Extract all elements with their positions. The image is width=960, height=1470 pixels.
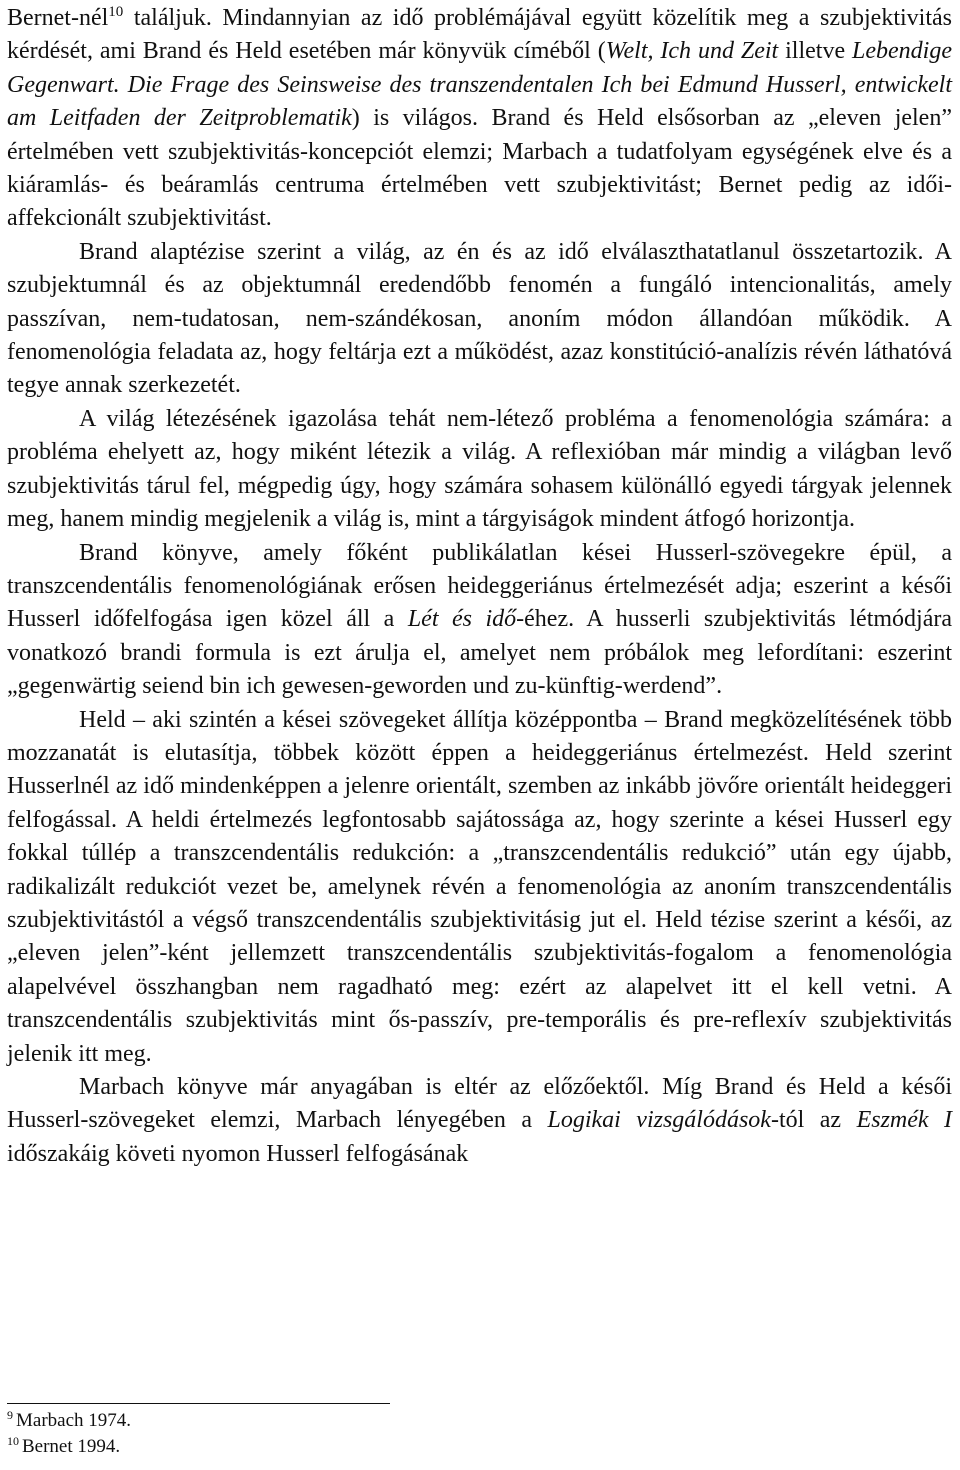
text-run: Held – aki szintén a kései szövegeket állítja középpontba – Brand megközelítésének több mozzanatát is elutasítja, többek között éppen a heideggeriánus értelmezést. Held szerint Husserlnél az idő mindenképpen a jelenre orientált, szemben az inkább jövőre orientált heideggeri felfogással. A heldi értelmezés legfontosabb sajátossága az, hogy szerinte a kései Husserl egy fokkal túllép a transzcendentális redukción: a „transzcendentális redukció” után egy újabb, radikalizált redukciót vezet be, amelynek révén a fenomenológia az anoním transzcendentális szubjektivitástól a végső transzcendentális szubjektivitásig jut el. Held tézise szerint a késői, az „eleven jelen”-ként jellemzett transzcendentális szubjektivitás-fogalom a fenomenológia alapelvével összhangban nem ragadható meg: ezért az alapelvet itt el kell vetni. A transzcendentális szubjektivitás mint ős-passzív, pre-temporális és pre-reflexív szubjektivitás jelenik itt meg. (7, 706, 952, 1067)
footnote-10 (7, 1434, 952, 1460)
footnote-reference: 10 (108, 4, 124, 20)
italic-text: Lebendige Gegenwart. Die Frage des Seinsweise des transzendentalen Ich bei Edmund Husserl, entwickelt am Leitfaden der Zeitproblematik (7, 38, 952, 132)
footnote-text: Marbach 1974. (16, 1410, 132, 1431)
footnote-number: 10 (7, 1433, 19, 1448)
footnote-separator (7, 1403, 390, 1404)
text-run: -tól az (770, 1107, 857, 1134)
paragraph (7, 236, 952, 403)
italic-text: Logikai vizsgálódások (547, 1107, 771, 1134)
footnotes (7, 1403, 952, 1460)
text-run: Brand könyve, amely főként publikálatlan kései Husserl-szövegekre épül, a transzcendentális fenomenológiának erősen heideggeriánus értelmezését adja; eszerint a késői Husserl időfelfogása igen közel áll a (7, 539, 952, 633)
body-text (7, 2, 952, 1171)
paragraph (7, 403, 952, 537)
text-run: Bernet-nél (7, 5, 109, 31)
text-run: időszakáig követi nyomon Husserl felfogásának (7, 1140, 469, 1167)
footnote-9 (7, 1408, 952, 1434)
text-run: A világ létezésének igazolása tehát nem-létező probléma a fenomenológia számára: a probléma ehelyett az, hogy miként létezik a világ. A reflexióban már mindig a világban levő szubjektivitás tárul fel, mégpedig úgy, hogy számára sohasem különálló egyedi tárgyak jelennek meg, hanem mindig megjelenik a világ is, mint a tárgyiságok mindent átfogó horizontja. (7, 405, 952, 533)
text-run: ) is világos. Brand és Held elsősorban az „eleven jelen” értelmében vett szubjektivitás-koncepciót elemzi; Marbach a tudatfolyam egységének elve és a kiáramlás- és beáramlás centruma értelmében vett szubjektivitást; Bernet pedig az idői-affekcionált szubjektivitást. (7, 105, 952, 232)
italic-text: Lét és idő (407, 606, 517, 633)
text-run: illetve (778, 38, 853, 65)
italic-text: Eszmék I (856, 1107, 953, 1134)
footnote-text: Bernet 1994. (22, 1436, 121, 1457)
text-run: Marbach könyve már anyagában is eltér az előzőektől. Míg Brand és Held a késői Husserl-szövegeket elemzi, Marbach lényegében a (7, 1074, 952, 1134)
footnote-number: 9 (7, 1407, 13, 1422)
paragraph (7, 1071, 952, 1171)
italic-text: Welt, Ich und Zeit (605, 38, 779, 65)
text-run: -éhez. A husserli szubjektivitás létmódjára vonatkozó brandi formula is ezt árulja el, amelyet nem próbálok meg lefordítani: eszerint „gegenwärtig seiend bin ich gewesen-geworden und zu-künftig-werdend”. (7, 606, 952, 700)
text-run: találjuk. Mindannyian az idő problémájával együtt közelítik meg a szubjektivitás kérdését, ami Brand és Held esetében már könyvük címéből ( (7, 5, 952, 65)
text-run: Brand alaptézise szerint a világ, az én és az idő elválaszthatatlanul összetartozik. A szubjektumnál és az objektumnál eredendőbb fenomén a fungáló intencionalitás, amely passzívan, nem-tudatosan, nem-szándékosan, anoním módon állandóan működik. A fenomenológia feladata az, hogy feltárja ezt a működést, azaz konstitúció-analízis révén láthatóvá tegye annak szerkezetét. (7, 238, 952, 399)
paragraph (7, 704, 952, 1071)
paragraph (7, 2, 952, 236)
paragraph (7, 537, 952, 704)
